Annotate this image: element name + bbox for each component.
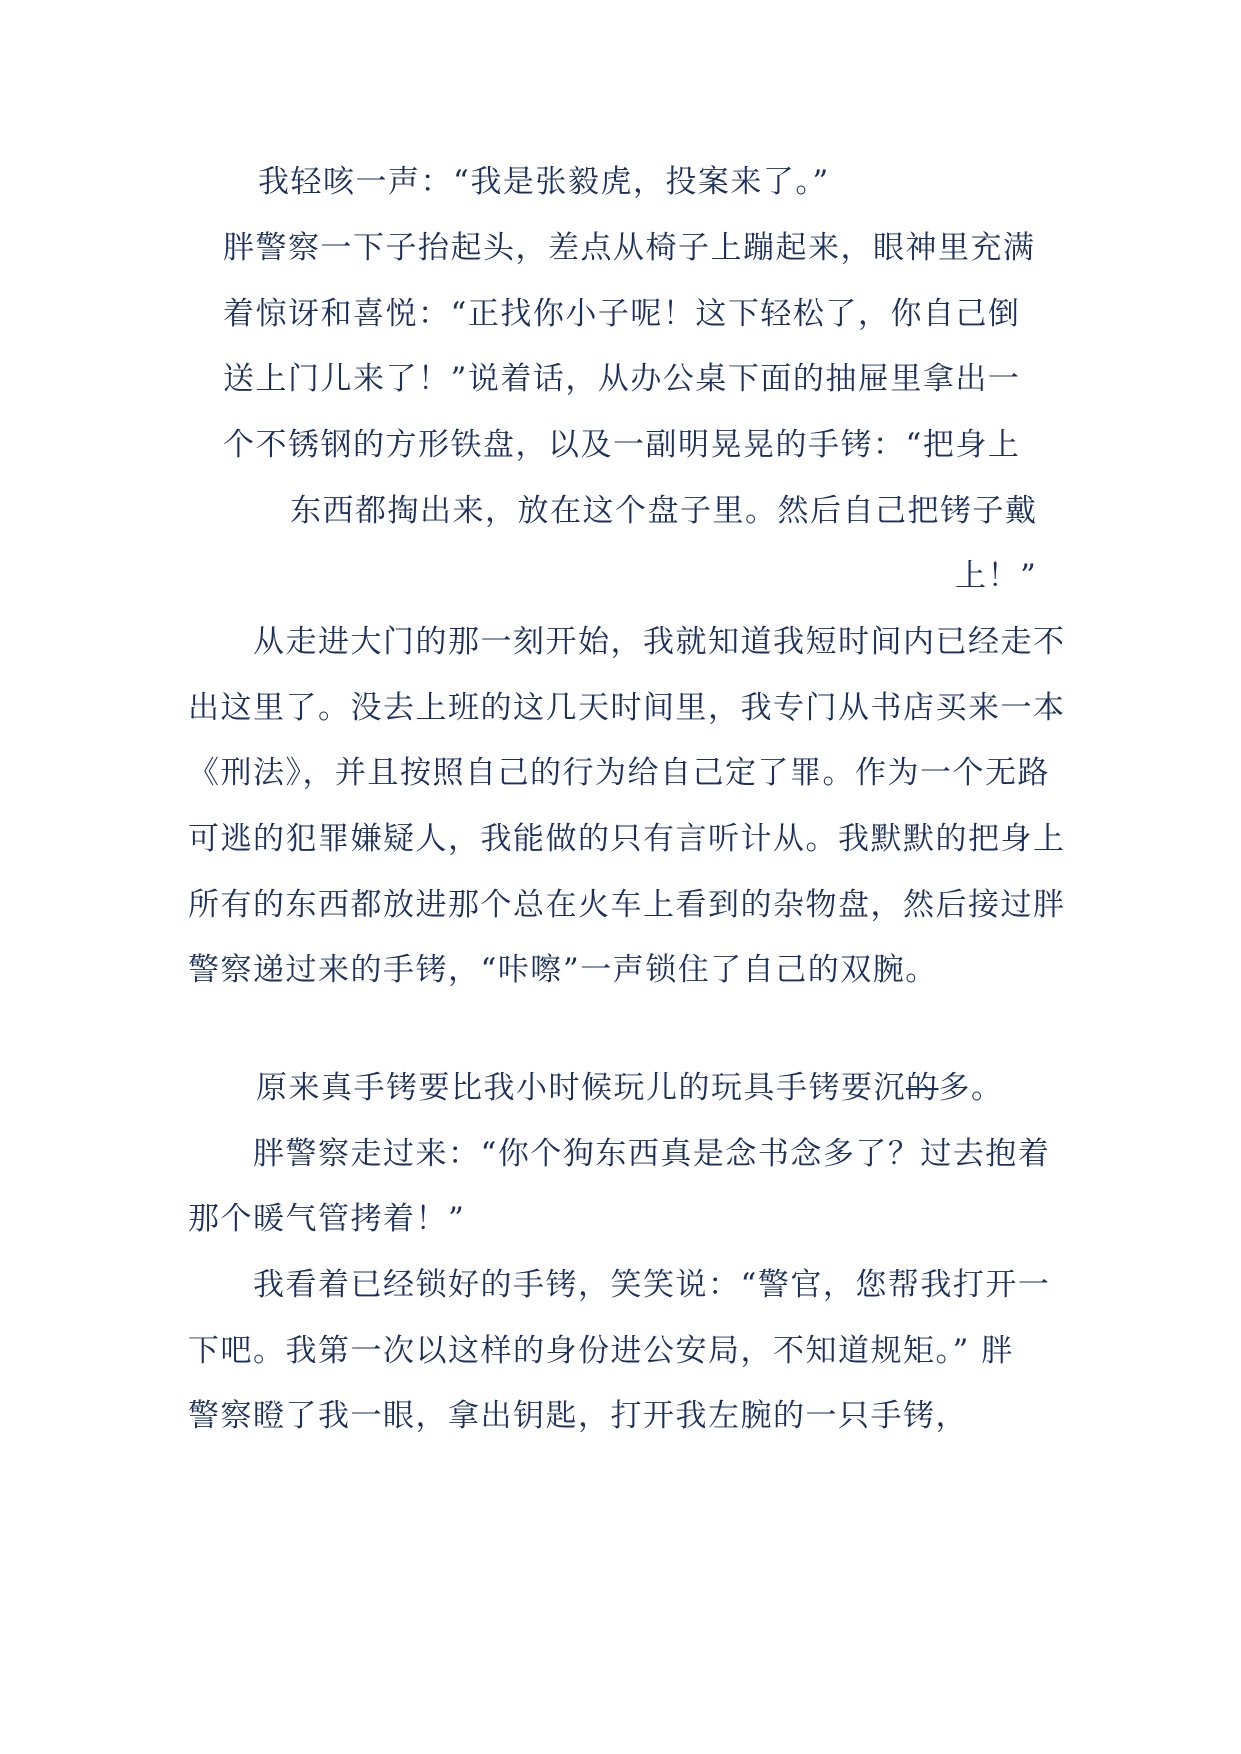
text-line: 警察瞪了我一眼，拿出钥匙，打开我左腕的一只手铐， <box>188 1398 968 1434</box>
text-line: 可逃的犯罪嫌疑人，我能做的只有言听计从。我默默的把身上 <box>188 821 1066 857</box>
text-segment: 原来真手铐要比我小时候玩儿的玩具手铐要沉 <box>256 1070 906 1106</box>
text-line: 着惊讶和喜悦：“正找你小子呢！这下轻松了，你自己倒 <box>223 296 1021 332</box>
text-line: 东西都掏出来，放在这个盘子里。然后自己把铐子戴 <box>290 493 1038 529</box>
text-line: 出这里了。没去上班的这几天时间里，我专门从书店买来一本 <box>188 690 1066 726</box>
text-line: 上！” <box>955 558 1038 594</box>
text-line: 那个暖气管拷着！” <box>188 1201 466 1237</box>
text-line: 我看着已经锁好的手铐，笑笑说：“警官，您帮我打开一 <box>253 1267 1051 1303</box>
text-line: 《刑法》，并且按照自己的行为给自己定了罪。作为一个无路 <box>188 755 1050 791</box>
struck-text: 的 <box>906 1070 939 1106</box>
text-line: 胖警察走过来：“你个狗东西真是念书念多了？过去抱着 <box>253 1136 1051 1172</box>
text-line: 所有的东西都放进那个总在火车上看到的杂物盘，然后接过胖 <box>188 887 1066 923</box>
text-line: 下吧。我第一次以这样的身份进公安局，不知道规矩。” 胖 <box>188 1333 1014 1369</box>
text-segment: 多。 <box>938 1070 1004 1106</box>
text-line: 个不锈钢的方形铁盘，以及一副明晃晃的手铐：“把身上 <box>223 427 1021 463</box>
text-line: 警察递过来的手铐，“咔嚓”一声锁住了自己的双腕。 <box>188 952 938 988</box>
text-line: 胖警察一下子抬起头，差点从椅子上蹦起来，眼神里充满 <box>223 230 1036 266</box>
text-line: 我轻咳一声：“我是张毅虎，投案来了。” <box>258 164 830 200</box>
text-line: 送上门儿来了！”说着话，从办公桌下面的抽屉里拿出一 <box>223 361 1021 397</box>
text-line <box>256 1068 1004 1108</box>
text-line: 从走进大门的那一刻开始，我就知道我短时间内已经走不 <box>253 624 1066 660</box>
